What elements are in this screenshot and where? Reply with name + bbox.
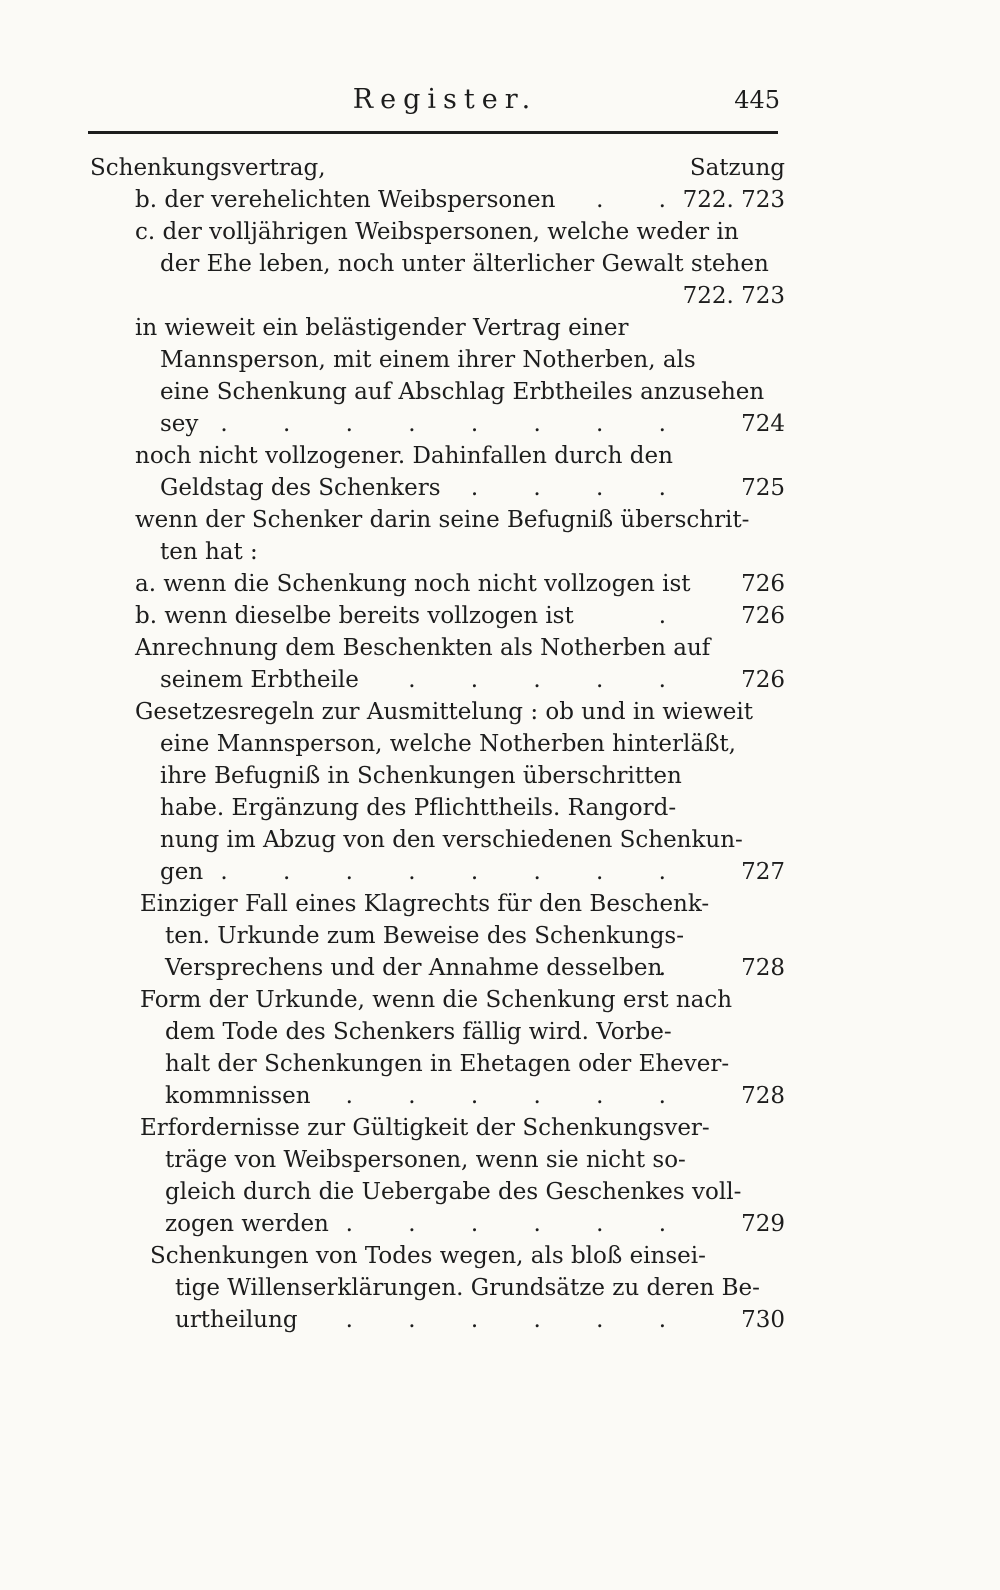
section-reference: 727 (741, 859, 785, 885)
entry-text: tige Willenserklärungen. Grundsätze zu deren Be- (175, 1275, 760, 1301)
register-line (0, 568, 1000, 600)
entry-text: a. wenn die Schenkung noch nicht vollzogen ist (135, 571, 691, 597)
entry-text: eine Schenkung auf Abschlag Erbtheiles anzusehen (160, 379, 765, 405)
entry-text: eine Mannsperson, welche Notherben hinterläßt, (160, 731, 736, 757)
section-reference: 726 (741, 667, 785, 693)
register-line (0, 824, 1000, 856)
entry-text: urtheilung (175, 1307, 298, 1333)
register-line (0, 1304, 1000, 1336)
section-reference: 730 (741, 1307, 785, 1333)
section-reference: 728 (741, 955, 785, 981)
register-line (0, 1112, 1000, 1144)
register-line (0, 920, 1000, 952)
entry-text: b. der verehelichten Weibspersonen (135, 187, 556, 213)
entry-text: Form der Urkunde, wenn die Schenkung erst nach (140, 987, 733, 1013)
register-line (0, 1272, 1000, 1304)
entry-text: Geldstag des Schenkers (160, 475, 441, 501)
register-line (0, 312, 1000, 344)
register-line (0, 1048, 1000, 1080)
entry-text: zogen werden (165, 1211, 329, 1237)
entry-text: nung im Abzug von den verschiedenen Schenkun- (160, 827, 743, 853)
register-line (0, 600, 1000, 632)
entry-text: ihre Befugniß in Schenkungen überschritten (160, 763, 682, 789)
section-reference: 724 (741, 411, 785, 437)
register-line (0, 536, 1000, 568)
register-line (0, 888, 1000, 920)
section-reference: 729 (741, 1211, 785, 1237)
register-line (0, 408, 1000, 440)
register-line (0, 504, 1000, 536)
entry-text: Einziger Fall eines Klagrechts für den Beschenk- (140, 891, 710, 917)
entry-text: Anrechnung dem Beschenkten als Notherben auf (135, 635, 711, 661)
register-line (0, 472, 1000, 504)
register-line (0, 184, 1000, 216)
entry-text: seinem Erbtheile (160, 667, 359, 693)
register-line (0, 1208, 1000, 1240)
register-line (0, 344, 1000, 376)
section-reference: 726 (741, 603, 785, 629)
register-line (0, 152, 1000, 184)
entry-text: Gesetzesregeln zur Ausmittelung : ob und in wieweit (135, 699, 753, 725)
entry-text: habe. Ergänzung des Pflichttheils. Rangord- (160, 795, 677, 821)
leader-dots: . . . . . . . . (220, 411, 690, 437)
entry-text: Schenkungen von Todes wegen, als bloß einsei- (150, 1243, 706, 1269)
register-line (0, 984, 1000, 1016)
register-line (0, 952, 1000, 984)
entry-text: Erfordernisse zur Gültigkeit der Schenkungsver- (140, 1115, 710, 1141)
register-line (0, 696, 1000, 728)
register-line (0, 1240, 1000, 1272)
register-line (0, 1016, 1000, 1048)
section-reference: 726 (741, 571, 785, 597)
register-line (0, 664, 1000, 696)
section-reference: 722. 723 (682, 187, 785, 213)
register-line (0, 792, 1000, 824)
entry-text: gen (160, 859, 204, 885)
page-title: Register. (352, 84, 538, 115)
section-reference: 725 (741, 475, 785, 501)
section-reference: 722. 723 (682, 283, 785, 309)
register-line (0, 376, 1000, 408)
register-line (0, 216, 1000, 248)
entry-text: b. wenn dieselbe bereits vollzogen ist (135, 603, 574, 629)
entry-text: halt der Schenkungen in Ehetagen oder Ehever- (165, 1051, 730, 1077)
entry-text: Versprechens und der Annahme desselben (165, 955, 663, 981)
leader-dots: . . . . (470, 475, 690, 501)
leader-dots: . . . . . . . . (220, 859, 690, 885)
register-line (0, 760, 1000, 792)
register-line (0, 728, 1000, 760)
register-line (0, 248, 1000, 280)
register-line (0, 440, 1000, 472)
header-rule (88, 131, 778, 134)
leader-dots: . (658, 955, 690, 981)
entry-text: wenn der Schenker darin seine Befugniß überschrit- (135, 507, 750, 533)
register-line (0, 1144, 1000, 1176)
leader-dots: . . (596, 187, 690, 213)
entry-text: gleich durch die Uebergabe des Geschenkes voll- (165, 1179, 742, 1205)
running-head (90, 84, 780, 124)
leader-dots: . . . . . . (345, 1307, 690, 1333)
section-reference: 728 (741, 1083, 785, 1109)
register-line (0, 280, 1000, 312)
entry-text: Schenkungsvertrag, (90, 155, 326, 181)
entry-text: träge von Weibspersonen, wenn sie nicht so- (165, 1147, 686, 1173)
entry-text: kommnissen (165, 1083, 311, 1109)
leader-dots: . (658, 603, 690, 629)
register-line (0, 632, 1000, 664)
entry-text: ten. Urkunde zum Beweise des Schenkungs- (165, 923, 685, 949)
entry-text: c. der volljährigen Weibspersonen, welche weder in (135, 219, 739, 245)
leader-dots: . . . . . (408, 667, 690, 693)
entry-text: in wieweit ein belästigender Vertrag einer (135, 315, 629, 341)
page-number: 445 (734, 86, 780, 114)
entry-text: sey (160, 411, 199, 437)
register-line (0, 1176, 1000, 1208)
section-reference: Satzung (689, 155, 785, 181)
entry-text: ten hat : (160, 539, 258, 565)
leader-dots: . . . . . . . (282, 1083, 690, 1109)
entry-text: Mannsperson, mit einem ihrer Notherben, als (160, 347, 696, 373)
register-line (0, 1080, 1000, 1112)
entry-text: noch nicht vollzogener. Dahinfallen durch den (135, 443, 673, 469)
entry-text: der Ehe leben, noch unter älterlicher Gewalt stehen (160, 251, 769, 277)
register-line (0, 856, 1000, 888)
entry-text: dem Tode des Schenkers fällig wird. Vorbe- (165, 1019, 672, 1045)
leader-dots: . . . . . . (345, 1211, 690, 1237)
